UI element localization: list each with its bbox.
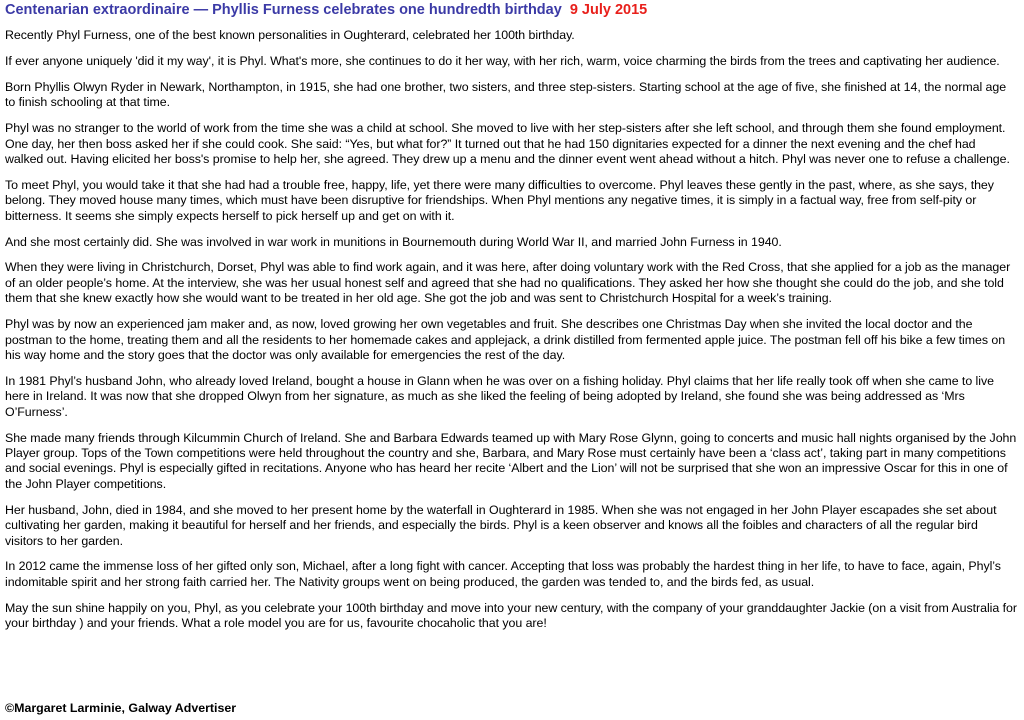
article-paragraph: Recently Phyl Furness, one of the best known personalities in Oughterard, celebrated her 100th birthday. (5, 28, 575, 42)
article-paragraph: And she most certainly did. She was involved in war work in munitions in Bournemouth during World War II, and married John Furness in 1940. (5, 234, 782, 249)
headline (5, 1, 1017, 20)
article-title: Centenarian extraordinaire — Phyllis Furness celebrates one hundredth birthday (5, 2, 562, 18)
article-paragraph: To meet Phyl, you would take it that she had had a trouble free, happy, life, yet there were many difficulties to overcome. Phyl leaves these gently in the past, where, as she says, they belong. They moved house many times, which must have been disruptive for friendships. When Phyl mentions any negative times, it is simply in a factual way, free from self-pity or bitterness. It seems she simply expects herself to pick herself up and get on with it. (5, 177, 994, 223)
article-paragraph: In 1981 Phyl’s husband John, who already loved Ireland, bought a house in Glann when he was over on a fishing holiday. Phyl claims that her life really took off when she came to live here in Ireland. It was now that she dropped Olwyn from her signature, as much as she liked the feeling of being adopted by Ireland, she found she was being addressed as ‘Mrs O’Furness’. (5, 373, 994, 419)
article-paragraph: Phyl was by now an experienced jam maker and, as now, loved growing her own vegetables and fruit. She describes one Christmas Day when she invited the local doctor and the postman to the home, treating them and all the residents to her homemade cakes and applejack, a drink distilled from fermented apple juice. The postman fell off his bike a few times on his way home and the story goes that the doctor was only available for emergencies the rest of the day. (5, 317, 1006, 362)
article (5, 0, 1017, 642)
article-paragraph: May the sun shine happily on you, Phyl, as you celebrate your 100th birthday and move into your new century, with the company of your granddaughter Jackie (on a visit from Australia for your birthday ) and your friends. What a role model you are for us, favourite chocaholic that you are! (5, 600, 1017, 631)
article-body (5, 28, 1017, 632)
article-paragraph: She made many friends through Kilcummin Church of Ireland. She and Barbara Edwards teamed up with Mary Rose Glynn, going to concerts and music hall nights organised by the John Player group. Tops of the Town competitions were held throughout the country and she, Barbara, and Mary Rose must certainly have been a ‘class act’, taking part in many competitions and social evenings. Phyl is especially gifted in recitations. Anyone who has heard her recite ‘Albert and the Lion’ will not be surprised that she won an impressive Oscar for this in one of the John Player competitions. (5, 430, 1017, 491)
article-paragraph: If ever anyone uniquely 'did it my way', it is Phyl. What's more, she continues to do it her way, with her rich, warm, voice charming the birds from the trees and captivating her audience. (5, 53, 1000, 68)
copyright-credit: ©Margaret Larminie, Galway Advertiser (5, 701, 237, 715)
article-date: 9 July 2015 (569, 2, 648, 18)
article-paragraph: When they were living in Christchurch, Dorset, Phyl was able to find work again, and it was here, after doing voluntary work with the Red Cross, that she applied for a job as the manager of an older people’s home. At the interview, she was her usual honest self and agreed that she had no qualifications. They asked her how she thought she could do the job, and she told them that she knew exactly how she would want to be treated in her old age. She got the job and was sent to Christchurch Hospital for a week’s training. (5, 260, 1011, 306)
article-paragraph: Her husband, John, died in 1984, and she moved to her present home by the waterfall in Oughterard in 1985. When she was not engaged in her John Player escapades she set about cultivating her garden, making it beautiful for herself and her friends, and especially the birds. Phyl is a keen observer and knows all the foibles and characters of all the regular bird visitors to her garden. (5, 502, 997, 548)
article-paragraph: Phyl was no stranger to the world of work from the time she was a child at school. She moved to live with her step-sisters after she left school, and through them she found employment. One day, her then boss asked her if she could cook. She said: “Yes, but what for?” It turned out that he had 150 dignitaries expected for a dinner the next evening and the chef had walked out. Having elicited her boss's promise to help her, she agreed. They drew up a menu and the dinner event went ahead without a hitch. Phyl was never one to refuse a challenge. (5, 121, 1010, 166)
article-paragraph: In 2012 came the immense loss of her gifted only son, Michael, after a long fight with cancer. Accepting that loss was probably the hardest thing in her life, to have to face, again, Phyl’s indomitable spirit and her strong faith carried her. The Nativity groups went on being produced, the garden was tended to, and the birds fed, as usual. (5, 559, 1001, 589)
article-paragraph: Born Phyllis Olwyn Ryder in Newark, Northampton, in 1915, she had one brother, two sisters, and three step-sisters. Starting school at the age of five, she finished at 14, the normal age to finish schooling at that time. (5, 79, 1007, 110)
